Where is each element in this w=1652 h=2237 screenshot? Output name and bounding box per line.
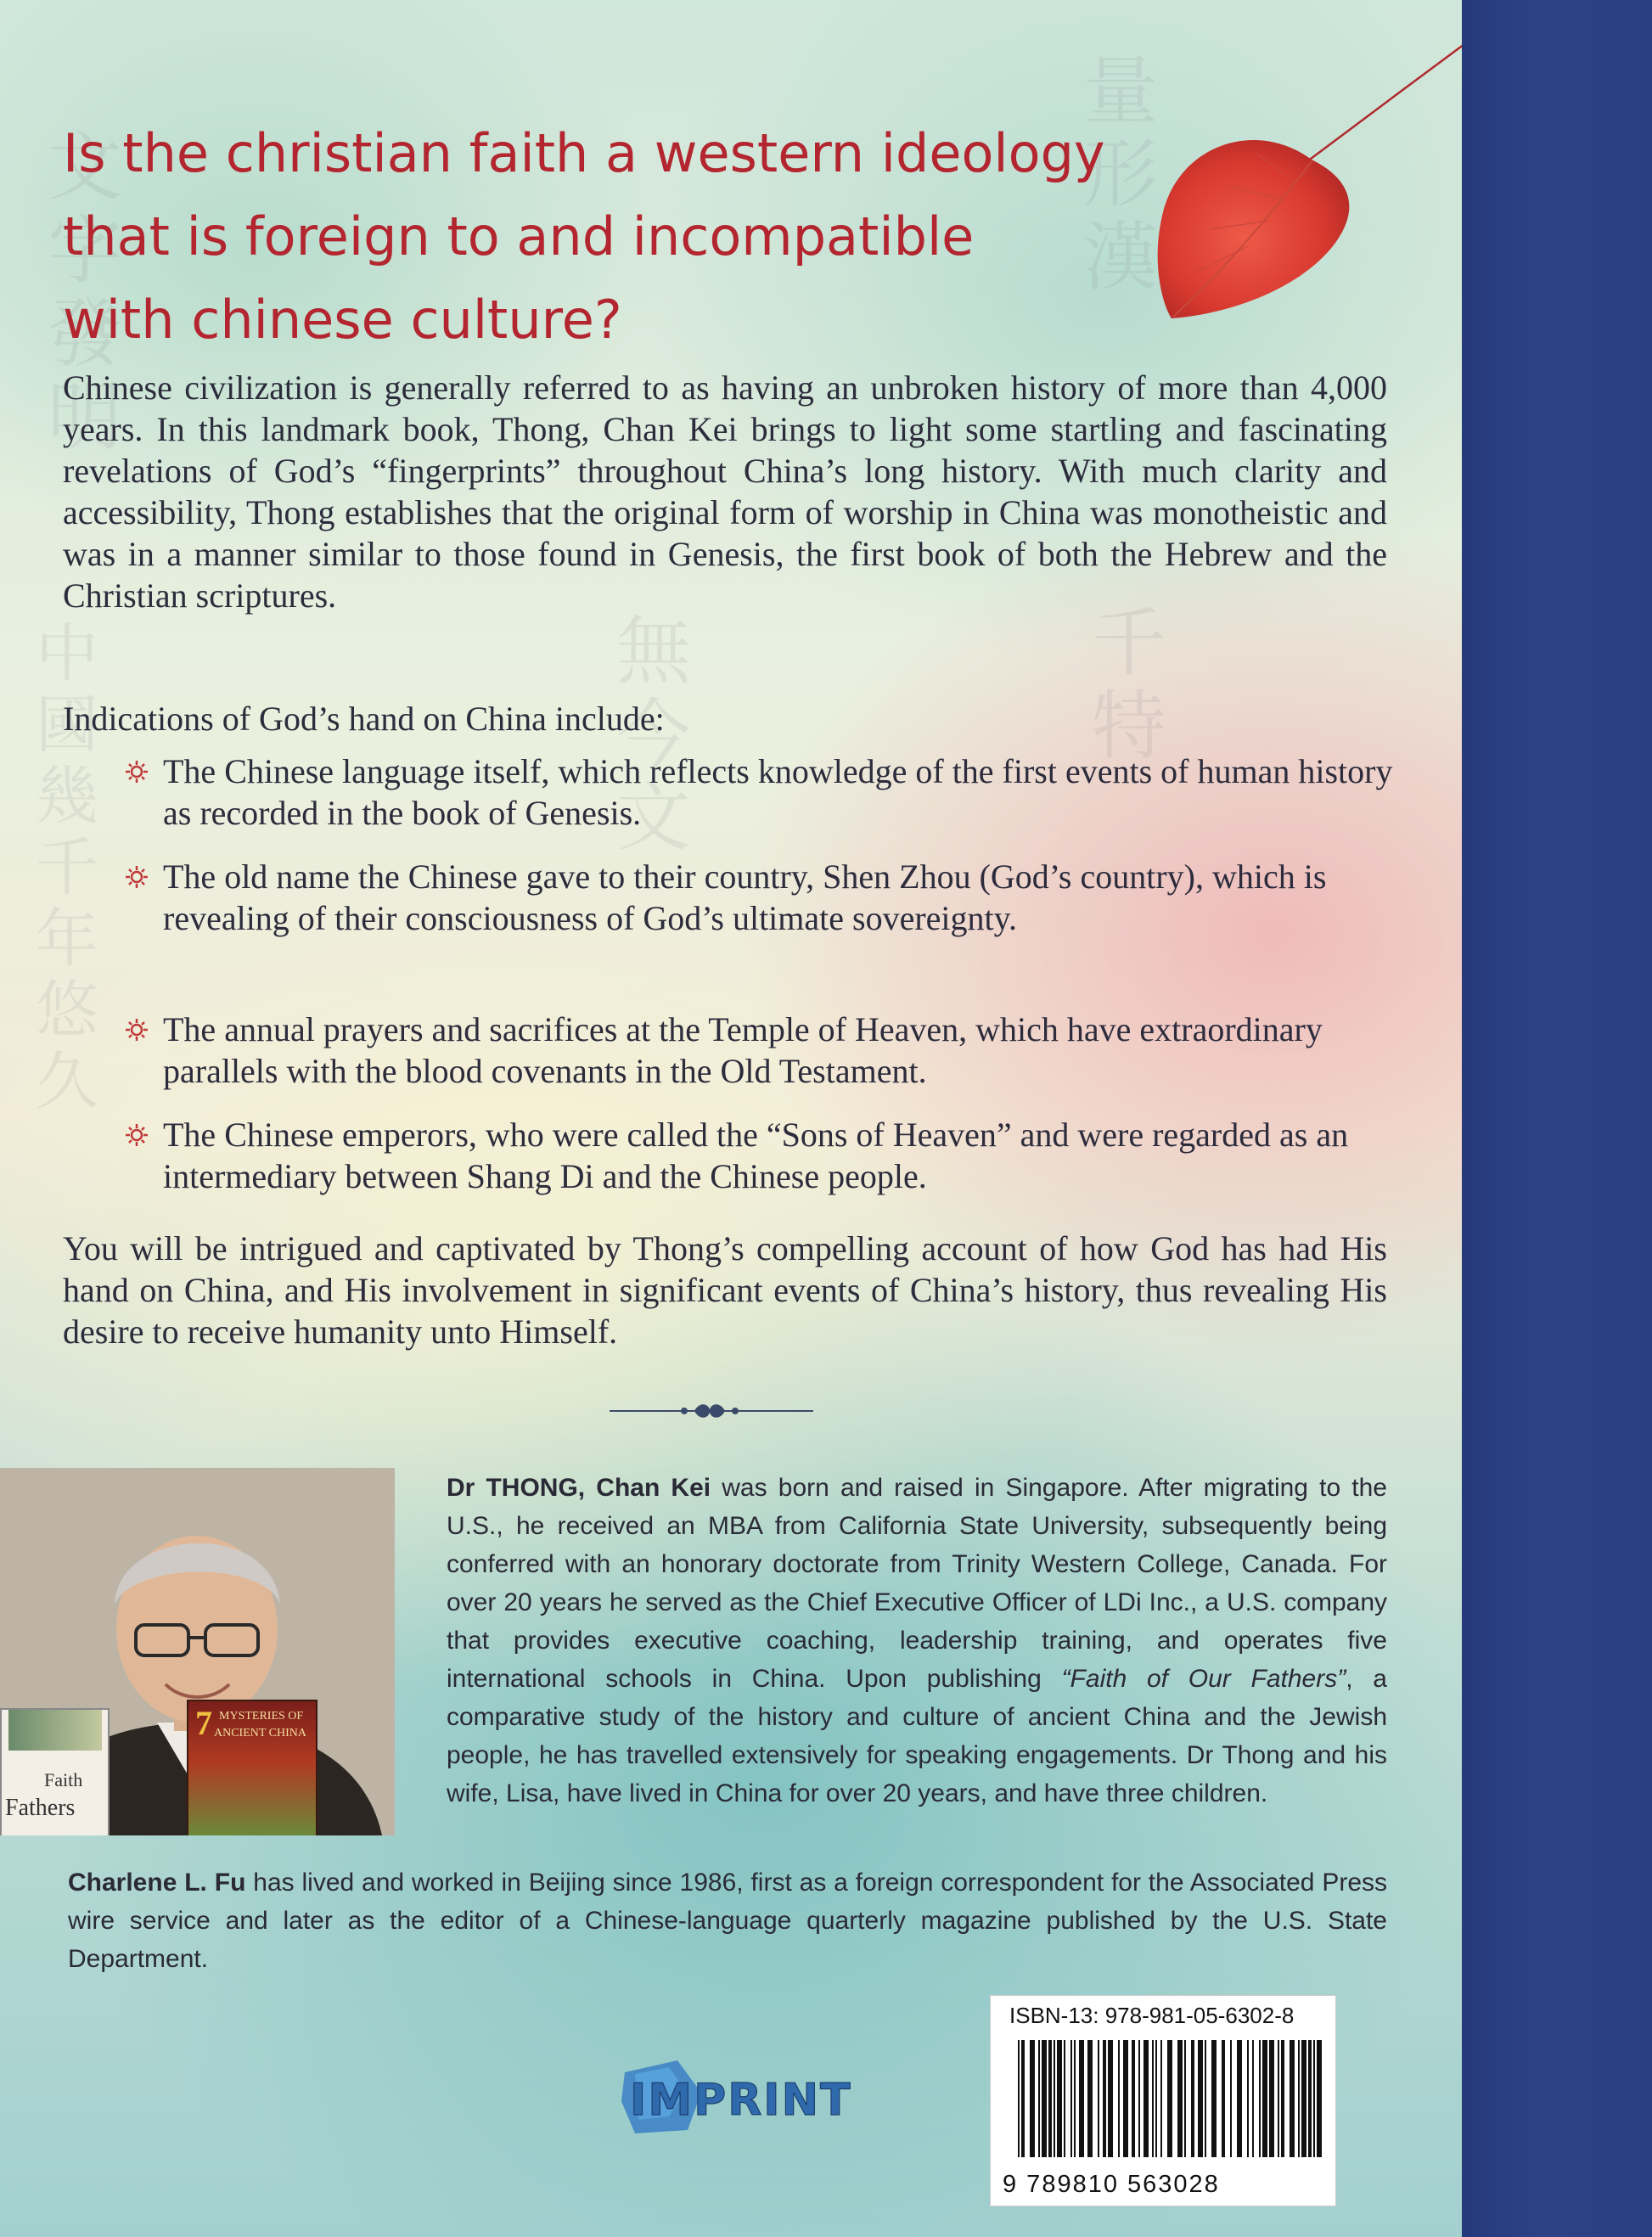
book-title-line: ANCIENT CHINA [214, 1727, 307, 1740]
book-7-mysteries-of-ancient-china [187, 1700, 317, 1835]
coauthor-bio [68, 1863, 1387, 1978]
barcode-bar [1070, 2040, 1072, 2157]
barcode-bar [1205, 2040, 1206, 2157]
cover-spine-edge [1462, 0, 1652, 2237]
indications-heading: Indications of God’s hand on China include: [63, 700, 665, 738]
barcode-bar [1087, 2040, 1093, 2157]
book-title-line: MYSTERIES OF [219, 1710, 304, 1723]
isbn-label: ISBN-13: 978-981-05-6302-8 [1009, 2003, 1295, 2028]
barcode-digits: 9 789810 563028 [1003, 2171, 1220, 2198]
book-faith-of-our-fathers [0, 1708, 110, 1835]
book-title-mention: “Faith of Our Fathers” [1061, 1665, 1346, 1693]
barcode-bar [1167, 2040, 1172, 2157]
headline [63, 112, 1183, 362]
watermark-calligraphy: 文字發明 [36, 127, 123, 460]
barcode-bar [1278, 2040, 1279, 2157]
barcode-bar [1160, 2040, 1162, 2157]
barcode-bar [1057, 2040, 1062, 2157]
barcode-bar [1079, 2040, 1084, 2157]
barcode-bar [1038, 2040, 1040, 2157]
barcode-bar [1054, 2040, 1055, 2157]
barcode-bar [1021, 2040, 1025, 2157]
coauthor-name: Charlene L. Fu [68, 1869, 246, 1897]
book-title-line: Faith [44, 1769, 83, 1790]
barcode-bars [1014, 2040, 1329, 2157]
flower-bullet-icon [124, 1017, 149, 1043]
barcode-bar [1123, 2040, 1128, 2157]
barcode-bar [1313, 2040, 1315, 2157]
barcode-bar [1184, 2040, 1186, 2157]
author-name: Dr THONG, Chan Kei [447, 1474, 711, 1502]
barcode-bar [1042, 2040, 1047, 2157]
barcode-bar [1252, 2040, 1254, 2157]
watermark-calligraphy: 中國幾千年悠久 [25, 620, 98, 1119]
barcode-bar [1308, 2040, 1312, 2157]
book-title-line: Fathers [5, 1795, 76, 1821]
author-bio-text: was born and raised in Singapore. After migrating to the U.S., he received an MBA from California State University, subsequently being conferred with an honorary doctorate from Trinity Western College, Canada. For over 20 years he served as the Chief Executive Officer of LDi Inc., a U.S. company that provides executive coaching, leadership training, and operates five international schools in China. Upon publishing [447, 1474, 1387, 1693]
flower-bullet-icon [124, 759, 149, 784]
closing-paragraph: You will be intrigued and captivated by Thong’s compelling account of how God has had His hand on China, and His involvement in significant events of China’s history, thus revealing His desire to receive humanity unto Himself. [63, 1229, 1387, 1351]
barcode-bar [1143, 2040, 1149, 2157]
isbn-barcode [990, 1995, 1336, 2206]
book-title-line: 7 [195, 1704, 212, 1742]
watermark-calligraphy: 無今文 [604, 611, 692, 861]
bullet-text: The Chinese emperors, who were called the “Sons of Heaven” and were regarded as an intermediary between Shang Di and the Chinese people. [163, 1116, 1349, 1195]
barcode-bar [1247, 2040, 1249, 2157]
bullet-text: The annual prayers and sacrifices at the Temple of Heaven, which have extraordinary parallels with the blood covenants in the Old Testament. [163, 1010, 1323, 1090]
barcode-bar [1298, 2040, 1300, 2157]
barcode-bar [1098, 2040, 1099, 2157]
barcode-bar [1177, 2040, 1183, 2157]
coauthor-bio-text: has lived and worked in Beijing since 1986, first as a foreign correspondent for the Associated Press wire service and later as the editor of a Chinese-language quarterly magazine published by the U.S. State Department. [68, 1869, 1388, 1973]
barcode-bar [1317, 2040, 1322, 2157]
list-item [63, 1009, 1402, 1092]
barcode-bar [1118, 2040, 1120, 2157]
imprint-publisher-logo [618, 2049, 881, 2142]
barcode-bar [1191, 2040, 1194, 2157]
barcode-bar [1290, 2040, 1295, 2157]
barcode-bar [1108, 2040, 1113, 2157]
barcode-bar [1230, 2040, 1232, 2157]
list-item [63, 1114, 1402, 1197]
intro-paragraph: Chinese civilization is generally referred to as having an unbroken history of more than 4,000 years. In this landmark book, Thong, Chan Kei brings to light some startling and fascinating revelations of God’s “fingerprints” throughout China’s long history. With much clarity and accessibility, Thong establishes that the original form of worship in China was monotheistic and was in a manner similar to those found in Genesis, the first book of both the Hebrew and the Christian scriptures. [63, 368, 1387, 615]
watermark-calligraphy: 千特 [1080, 603, 1167, 769]
barcode-bar [1048, 2040, 1052, 2157]
headline-line: with chinese culture? [63, 289, 622, 351]
author-bio-text: , a comparative study of the history and culture of ancient China and the Jewish people, he has travelled extensively for speaking engagements. Dr Thong and his wife, Lisa, have lived in China for over 20 years, and have three children. [447, 1665, 1387, 1807]
barcode-bar [1269, 2040, 1274, 2157]
list-item [63, 750, 1402, 834]
barcode-bar [1211, 2040, 1217, 2157]
barcode-bar [1132, 2040, 1135, 2157]
headline-line: that is foreign to and incompatible [63, 205, 975, 267]
barcode-bar [1301, 2040, 1306, 2157]
barcode-bar [1155, 2040, 1157, 2157]
flower-bullet-icon [124, 864, 149, 890]
barcode-bar [1281, 2040, 1284, 2157]
barcode-bar [1222, 2040, 1225, 2157]
barcode-bar [1018, 2040, 1020, 2157]
barcode-bar [1262, 2040, 1267, 2157]
watermark-calligraphy: 量形漢 [1071, 51, 1159, 301]
barcode-bar [1138, 2040, 1140, 2157]
barcode-bar [1064, 2040, 1065, 2157]
barcode-bar [1103, 2040, 1106, 2157]
bullet-text: The old name the Chinese gave to their country, Shen Zhou (God’s country), which is revealing of their consciousness of God’s ultimate sovereignty. [163, 857, 1327, 937]
flower-bullet-icon [124, 1122, 149, 1148]
barcode-bar [1198, 2040, 1203, 2157]
bullet-text: The Chinese language itself, which reflects knowledge of the first events of human history as recorded in the book of Genesis. [163, 752, 1393, 832]
author-bio [447, 1469, 1387, 1813]
logo-text: IMPRINT [630, 2075, 852, 2126]
barcode-bar [1152, 2040, 1154, 2157]
barcode-bar [1074, 2040, 1076, 2157]
headline-line: Is the christian faith a western ideology [63, 122, 1105, 184]
ornament-divider-icon [610, 1401, 813, 1421]
barcode-bar [1237, 2040, 1242, 2157]
list-item [63, 856, 1402, 939]
barcode-bar [1259, 2040, 1261, 2157]
barcode-bar [1030, 2040, 1035, 2157]
author-photo [0, 1468, 395, 1835]
